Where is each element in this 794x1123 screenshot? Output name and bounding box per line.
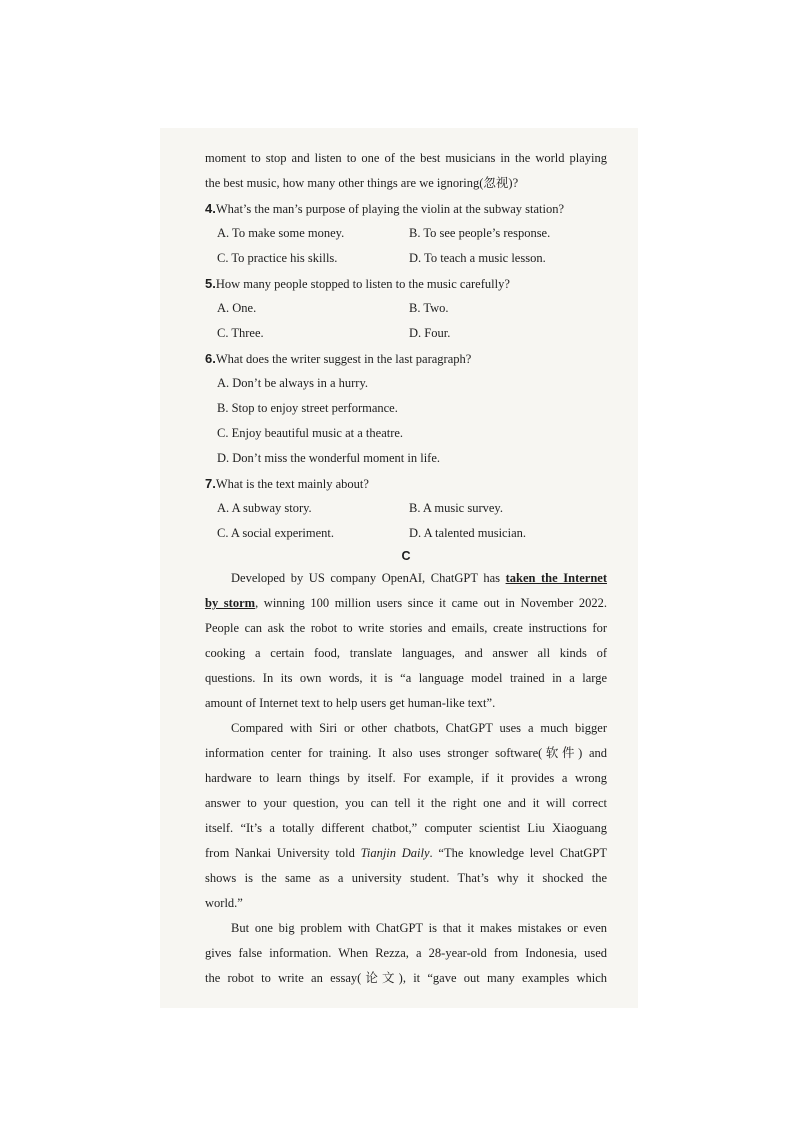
- option-d: D. Four.: [409, 326, 451, 340]
- question-text: What is the text mainly about?: [215, 477, 369, 491]
- option-c: C. Enjoy beautiful music at a theatre.: [217, 426, 404, 440]
- question-5-options-row: [205, 321, 607, 346]
- option-a: A. One.: [217, 301, 257, 315]
- option-b: B. To see people’s response.: [409, 226, 551, 240]
- paragraph-line: information center for training. It also uses stronger software(软件) and: [205, 746, 607, 760]
- question-7-options-row: [205, 496, 607, 521]
- option-b: B. Stop to enjoy street performance.: [217, 401, 398, 415]
- paragraph-line: Compared with Siri or other chatbots, ChatGPT uses a much bigger: [231, 721, 607, 735]
- option-d: D. A talented musician.: [409, 526, 526, 540]
- paragraph-line: questions. In its own words, it is “a language model trained in a large: [205, 671, 607, 685]
- paragraph-line: cooking a certain food, translate languages, and answer all kinds of: [205, 646, 607, 660]
- paragraph-line: gives false information. When Rezza, a 28-year-old from Indonesia, used: [205, 946, 607, 960]
- option-c: C. To practice his skills.: [217, 251, 338, 265]
- option-a: A. Don’t be always in a hurry.: [217, 376, 369, 390]
- question-7: [205, 471, 607, 496]
- question-number: 4.: [205, 201, 216, 216]
- option-c: C. Three.: [217, 326, 264, 340]
- paragraph-line: People can ask the robot to write stories and emails, create instructions for: [205, 621, 607, 635]
- paragraph-line: shows is the same as a university student. That’s why it shocked the: [205, 871, 607, 885]
- paragraph-line: [205, 566, 607, 591]
- paragraph-line: itself. “It’s a totally different chatbot,” computer scientist Liu Xiaoguang: [205, 821, 607, 835]
- text-span: Developed by US company OpenAI, ChatGPT has: [231, 571, 506, 585]
- question-4-options-row: [205, 221, 607, 246]
- question-number: 6.: [205, 351, 216, 366]
- option-a: A. A subway story.: [217, 501, 312, 515]
- text-span: , winning 100 million users since it came out in November 2022.: [255, 596, 607, 610]
- document-content: [205, 146, 607, 991]
- option-a: A. To make some money.: [217, 226, 345, 240]
- underlined-phrase: by storm: [205, 596, 256, 610]
- question-6: [205, 346, 607, 371]
- question-number: 7.: [205, 476, 216, 491]
- paragraph-line: the robot to write an essay(论文), it “gave out many examples which: [205, 971, 607, 985]
- passage-b-line: the best music, how many other things are we ignoring(忽视)?: [205, 176, 519, 190]
- question-5-options-row: [205, 296, 607, 321]
- underlined-phrase: taken the Internet: [505, 571, 607, 585]
- option-b: B. A music survey.: [409, 501, 503, 515]
- paragraph-line: world.”: [205, 896, 243, 910]
- question-4-options-row: [205, 246, 607, 271]
- question-7-options-row: [205, 521, 607, 546]
- question-text: What does the writer suggest in the last paragraph?: [215, 352, 472, 366]
- question-4: [205, 196, 607, 221]
- option-c: C. A social experiment.: [217, 526, 334, 540]
- text-span: . “The knowledge level ChatGPT: [429, 846, 607, 860]
- paragraph-line: But one big problem with ChatGPT is that it makes mistakes or even: [231, 921, 607, 935]
- text-span: from Nankai University told: [205, 846, 361, 860]
- paragraph-line: [205, 841, 607, 866]
- option-b: B. Two.: [409, 301, 449, 315]
- option-d: D. Don’t miss the wonderful moment in life.: [217, 451, 441, 465]
- question-5: [205, 271, 607, 296]
- paragraph-line: amount of Internet text to help users get human-like text”.: [205, 696, 496, 710]
- paragraph-line: hardware to learn things by itself. For example, if it provides a wrong: [205, 771, 607, 785]
- question-text: What’s the man’s purpose of playing the violin at the subway station?: [215, 202, 565, 216]
- passage-b-line: moment to stop and listen to one of the best musicians in the world playing: [205, 151, 607, 165]
- section-title: C: [401, 549, 411, 563]
- option-d: D. To teach a music lesson.: [409, 251, 546, 265]
- newspaper-name: Tianjin Daily: [360, 846, 430, 860]
- paragraph-line: [205, 591, 607, 616]
- question-number: 5.: [205, 276, 216, 291]
- question-text: How many people stopped to listen to the music carefully?: [215, 277, 510, 291]
- paragraph-line: answer to your question, you can tell it the right one and it will correct: [205, 796, 607, 810]
